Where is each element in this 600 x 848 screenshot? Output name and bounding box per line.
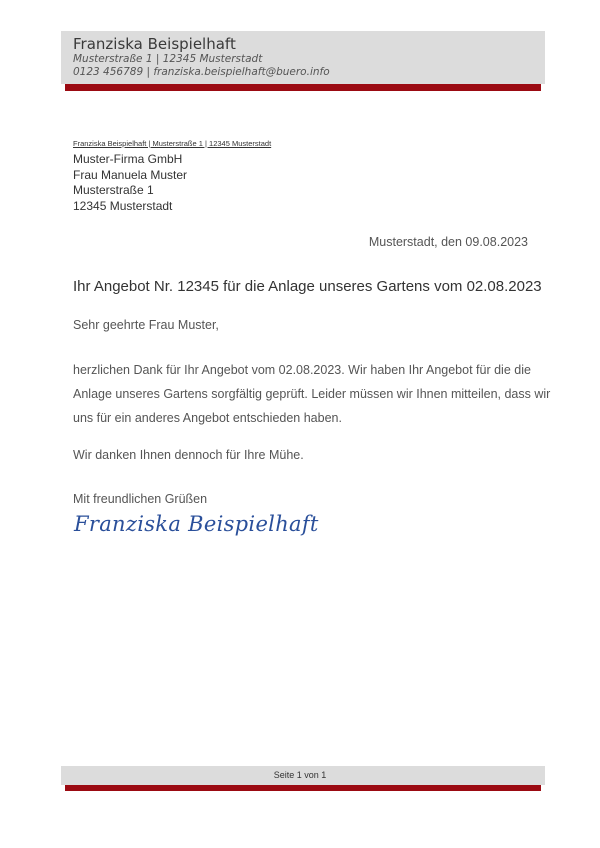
page-number: Seite 1 von 1 <box>273 770 327 780</box>
return-address-line: Franziska Beispielhaft | Musterstraße 1 | 12345 Musterstadt <box>73 139 272 148</box>
sender-address: Musterstraße 1 | 12345 Musterstadt <box>73 53 263 65</box>
closing-regards: Mit freundlichen Grüßen <box>73 492 208 506</box>
place-date: Musterstadt, den 09.08.2023 <box>368 235 528 249</box>
letter-subject: Ihr Angebot Nr. 12345 für die Anlage unseres Gartens vom 02.08.2023 <box>73 278 542 295</box>
footer-accent-rule <box>65 785 541 791</box>
recipient-city: 12345 Musterstadt <box>73 198 173 213</box>
closing-thanks: Wir danken Ihnen dennoch für Ihre Mühe. <box>73 448 304 462</box>
salutation: Sehr geehrte Frau Muster, <box>73 318 219 332</box>
recipient-person: Frau Manuela Muster <box>73 167 188 182</box>
body-line: herzlichen Dank für Ihr Angebot vom 02.08.2023. Wir haben Ihr Angebot für die die <box>73 363 531 377</box>
letterhead-accent-rule <box>65 84 541 91</box>
recipient-company: Muster-Firma GmbH <box>73 152 183 166</box>
recipient-address <box>73 152 187 214</box>
sender-name: Franziska Beispielhaft <box>73 35 236 53</box>
signature: Franziska Beispielhaft <box>74 512 319 536</box>
body-paragraph <box>73 358 551 430</box>
recipient-street: Musterstraße 1 <box>73 183 154 197</box>
sender-contact: 0123 456789 | franziska.beispielhaft@buero.info <box>73 66 330 78</box>
body-line: Anlage unseres Gartens sorgfältig geprüft. Leider müssen wir Ihnen mitteilen, dass wir <box>73 387 551 401</box>
body-line: uns für ein anderes Angebot entschieden haben. <box>73 411 342 425</box>
